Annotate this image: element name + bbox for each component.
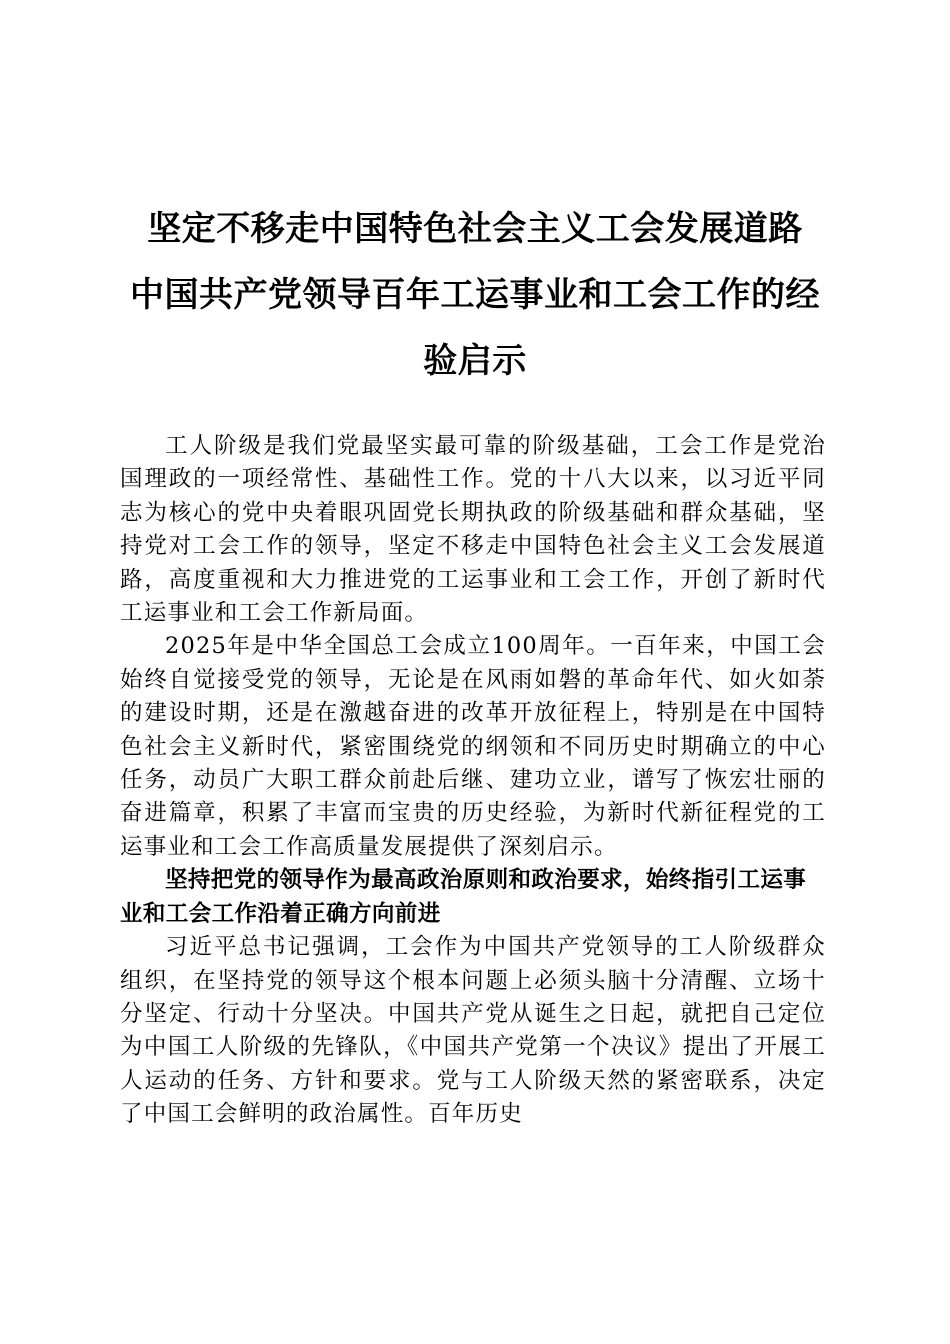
section-heading: 坚持把党的领导作为最高政治原则和政治要求，始终指引工运事业和工会工作沿着正确方向前进: [120, 867, 807, 927]
title-line-1: 坚定不移走中国特色社会主义工会发展道路: [147, 209, 803, 249]
title-line-2: 中国共产党领导百年工运事业和工会工作的经: [130, 275, 820, 315]
body-paragraph-2: 2025年是中华全国总工会成立100周年。一百年来，中国工会始终自觉接受党的领导，无论是在风雨如磐的革命年代、如火如荼的建设时期，还是在激越奋进的改革开放征程上，特别是在中国特色社会主义新时代，紧密围绕党的纲领和不同历史时期确立的中心任务，动员广大职工群众前赴后继、建功立业，谱写了恢宏壮丽的奋进篇章，积累了丰富而宝贵的历史经验，为新时代新征程党的工运事业和工会工作高质量发展提供了深刻启示。: [120, 633, 826, 860]
document-title: [110, 196, 840, 394]
section-paragraph: 习近平总书记强调，工会作为中国共产党领导的工人阶级群众组织，在坚持党的领导这个根本问题上必须头脑十分清醒、立场十分坚定、行动十分坚决。中国共产党从诞生之日起，就把自己定位为中国工人阶级的先锋队，《中国共产党第一个决议》提出了开展工人运动的任务、方针和要求。党与工人阶级天然的紧密联系，决定了中国工会鲜明的政治属性。百年历史: [120, 934, 826, 1128]
title-line-3: 验启示: [423, 341, 527, 381]
document-body: [120, 430, 826, 1132]
body-paragraph-1: 工人阶级是我们党最坚实最可靠的阶级基础，工会工作是党治国理政的一项经常性、基础性工作。党的十八大以来，以习近平同志为核心的党中央着眼巩固党长期执政的阶级基础和群众基础，坚持党对工会工作的领导，坚定不移走中国特色社会主义工会发展道路，高度重视和大力推进党的工运事业和工会工作，开创了新时代工运事业和工会工作新局面。: [120, 433, 826, 627]
